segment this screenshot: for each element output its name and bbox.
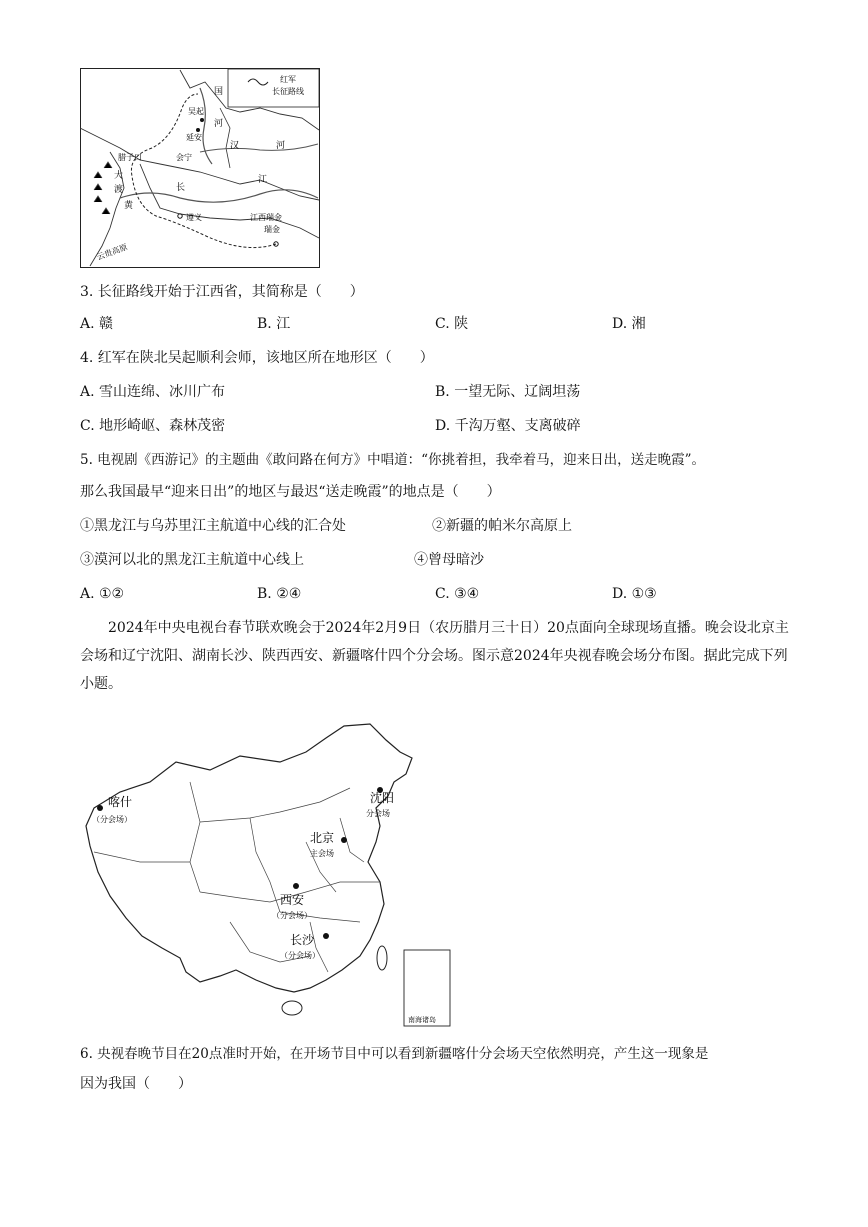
q5-option-b[interactable]: B. ②④	[257, 586, 302, 602]
question-4-stem: 4. 红军在陕北吴起顺利会师，该地区所在地形区（ ）	[80, 350, 434, 366]
label-du: 渡	[114, 185, 124, 195]
xian-sublabel: （分会场）	[272, 911, 312, 920]
long-march-map	[80, 68, 320, 268]
q5-item-3: ③漠河以北的黑龙江主航道中心线上	[80, 552, 304, 568]
q5-option-c[interactable]: C. ③④	[435, 586, 480, 602]
question-6-stem-cont: 因为我国（ ）	[80, 1076, 192, 1092]
xian-label: 西安	[280, 893, 305, 907]
q3-option-c[interactable]: C. 陕	[435, 316, 469, 332]
intro-paragraph: 2024年中央电视台春节联欢晚会于2024年2月9日（农历腊月三十日）20点面向全球现场直播。晚会设北京主会场和辽宁沈阳、湖南长沙、陕西西安、新疆喀什四个分会场。图示意2024年央视春晚会场分布图。据此完成下列小题。	[80, 620, 789, 692]
label-chang: 长	[176, 183, 186, 193]
legend-label-2: 长征路线	[272, 87, 304, 96]
china-outline	[86, 724, 412, 992]
yanan-point	[196, 128, 200, 132]
label-guo: 国	[214, 87, 224, 97]
hainan-island	[282, 1001, 302, 1015]
shenyang-sublabel: 分会场	[366, 809, 390, 818]
label-wuqi: 吴起	[188, 107, 204, 116]
kashi-label: 喀什	[108, 795, 133, 809]
label-da: 大	[114, 171, 124, 181]
changsha-sublabel: （分会场）	[280, 951, 320, 960]
label-han: 汉	[230, 141, 240, 151]
q5-item-2: ②新疆的帕米尔高原上	[432, 518, 572, 534]
beijing-label: 北京	[310, 831, 335, 845]
label-lazikou: 腊子口	[118, 153, 142, 162]
question-6-stem: 6. 央视春晚节目在20点准时开始，在开场节目中可以看到新疆喀什分会场天空依然明亮，产生这一现象是	[80, 1046, 709, 1062]
label-yanan: 延安	[186, 133, 202, 142]
label-he: 河	[214, 119, 224, 129]
label-river: 河	[276, 141, 286, 151]
beijing-point	[341, 837, 347, 843]
taiwan-island	[377, 946, 387, 970]
label-zunyi: 遵义	[186, 213, 202, 222]
inset-label: 南海诸岛	[408, 1016, 436, 1024]
question-5-stem: 5. 电视剧《西游记》的主题曲《敢问路在何方》中唱道：“你挑着担，我牵着马，迎来日出，送走晚霞”。	[80, 452, 705, 468]
label-huang: 黄	[124, 201, 134, 211]
kashi-point	[97, 805, 103, 811]
q3-option-d[interactable]: D. 湘	[612, 316, 646, 332]
q3-option-b[interactable]: B. 江	[257, 316, 291, 332]
wuqi-point	[200, 118, 204, 122]
beijing-sublabel: 主会场	[310, 849, 334, 858]
q5-item-1: ①黑龙江与乌苏里江主航道中心线的汇合处	[80, 518, 346, 534]
q5-item-4: ④曾母暗沙	[414, 552, 484, 568]
label-ruijin-2: 瑞金	[264, 225, 280, 234]
south-china-sea-inset	[404, 950, 450, 1026]
label-jiang: 江	[258, 175, 268, 185]
q3-option-a[interactable]: A. 赣	[80, 316, 114, 332]
label-ruijin: 江西瑞金	[250, 213, 282, 222]
question-5-stem-cont: 那么我国最早“迎来日出”的地区与最迟“送走晚霞”的地点是（ ）	[80, 484, 501, 500]
q5-option-a[interactable]: A. ①②	[80, 586, 125, 602]
q4-option-c[interactable]: C. 地形崎岖、森林茂密	[80, 418, 226, 434]
label-huining: 会宁	[176, 153, 192, 162]
changsha-label: 长沙	[290, 933, 315, 947]
question-3-stem: 3. 长征路线开始于江西省，其简称是（ ）	[80, 284, 364, 300]
q4-option-a[interactable]: A. 雪山连绵、冰川广布	[80, 384, 226, 400]
xian-point	[293, 883, 299, 889]
changsha-point	[323, 933, 329, 939]
q4-option-b[interactable]: B. 一望无际、辽阔坦荡	[435, 384, 581, 400]
shenyang-label: 沈阳	[370, 791, 395, 805]
q5-option-d[interactable]: D. ①③	[612, 586, 657, 602]
label-yungui: 云贵高原	[95, 242, 129, 262]
q4-option-d[interactable]: D. 千沟万壑、支离破碎	[435, 418, 581, 434]
china-venue-map	[80, 722, 456, 1028]
kashi-sublabel: （分会场）	[92, 815, 132, 824]
legend-label-1: 红军	[280, 75, 296, 84]
